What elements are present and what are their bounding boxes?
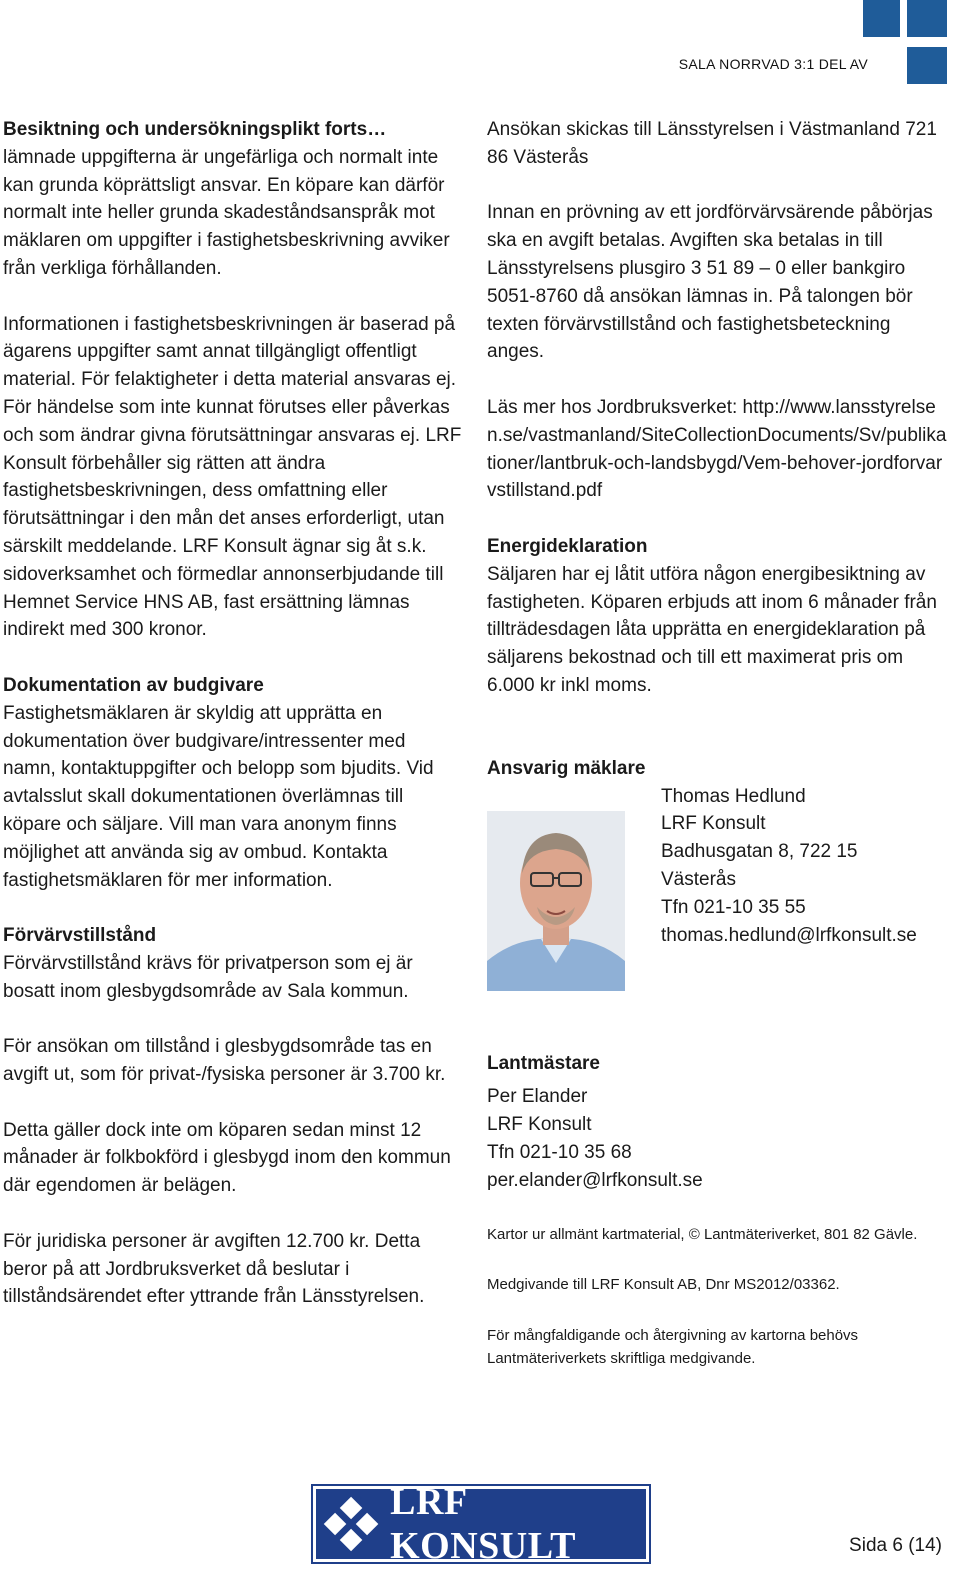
brand-square-3 <box>907 47 947 84</box>
acquisition-heading: Förvärvstillstånd <box>3 925 157 947</box>
energy-heading: Energideklaration <box>487 535 648 557</box>
map-note-2: Medgivande till LRF Konsult AB, Dnr MS2012/03362. <box>487 1276 840 1294</box>
application-address: Ansökan skickas till Länsstyrelsen i Västmanland 721 86 Västerås <box>487 119 937 168</box>
inspection-paragraph-1: lämnade uppgifterna är ungefärliga och normalt inte kan grunda köprättsligt ansvar. En köpare kan därför normalt inte heller grunda skadeståndsanspråk mot mäklaren om uppgifter i fastighetsbeskrivning avviker från verkliga förhållanden. <box>3 146 450 279</box>
right-column <box>487 116 947 1398</box>
broker-card <box>487 783 947 988</box>
broker-address: Badhusgatan 8, 722 15 <box>661 841 858 863</box>
brand-square-2 <box>907 0 947 37</box>
broker-photo <box>487 811 625 991</box>
page-header: SALA NORRVAD 3:1 DEL AV <box>678 56 868 72</box>
surveyor-email[interactable]: per.elander@lrfkonsult.se <box>487 1169 703 1191</box>
map-note-1: Kartor ur allmänt kartmaterial, © Lantmäteriverket, 801 82 Gävle. <box>487 1225 918 1243</box>
broker-company: LRF Konsult <box>661 813 766 835</box>
surveyor-name: Per Elander <box>487 1086 588 1108</box>
acquisition-paragraph-3: Detta gäller dock inte om köparen sedan minst 12 månader är folkbokförd i glesbygd inom den kommun där egendomen är belägen. <box>3 1119 451 1197</box>
acquisition-paragraph-4: För juridiska personer är avgiften 12.700 kr. Detta beror på att Jordbruksverket då beslutar i tillståndsärendet efter yttrande från Länsstyrelsen. <box>3 1230 425 1308</box>
inspection-paragraph-2: Informationen i fastighetsbeskrivningen är baserad på ägarens uppgifter samt annat tillgängligt offentligt material. För felaktigheter i detta material ansvaras ej. För händelse som inte kunnat förutses eller påverkas och som ändrar givna förutsättningar ansvaras ej. LRF Konsult förbehåller sig rätten att ändra fastighetsbeskrivningen, dess omfattning eller förutsättningar i den mån det anses erforderligt, utan särskilt meddelande. LRF Konsult ägnar sig åt s.k. sidoverksamhet och förmedlar annonserbjudande till Hemnet Service HNS AB, fast ersättning lämnas indirekt med 300 kronor. <box>3 313 462 641</box>
surveyor-heading: Lantmästare <box>487 1052 600 1074</box>
inspection-heading: Besiktning och undersökningsplikt forts… <box>3 119 387 140</box>
read-more-link[interactable]: Läs mer hos Jordbruksverket: http://www.lansstyrelsen.se/vastmanland/SiteCollectionDocuments/Sv/publikationer/lantbruk-och-landsbygd/Vem-behover-jordforvarvstillstand.pdf <box>487 396 947 502</box>
energy-paragraph: Säljaren har ej låtit utföra någon energibesiktning av fastigheten. Köparen erbjuds att inom 6 månader från tillträdesdagen låta upprätta en energideklaration på säljarens bekostnad och till ett maximerat pris om 6.000 kr inkl moms. <box>487 563 937 696</box>
logo-text: LRF KONSULT <box>390 1481 576 1567</box>
broker-heading: Ansvarig mäklare <box>487 757 646 779</box>
page-number: Sida 6 (14) <box>849 1535 942 1556</box>
clover-logo-icon <box>320 1491 382 1557</box>
broker-email[interactable]: thomas.hedlund@lrfkonsult.se <box>661 924 917 946</box>
lrf-konsult-logo <box>313 1481 649 1567</box>
surveyor-company: LRF Konsult <box>487 1114 592 1136</box>
bidders-paragraph: Fastighetsmäklaren är skyldig att upprätta en dokumentation över budgivare/intressenter med namn, kontaktuppgifter och belopp som bjudits. Vid avtalsslut skall dokumentationen överlämnas till köpare och säljare. Vill man vara anonym finns möjlighet att använda sig av ombud. Kontakta fastighetsmäklaren för mer information. <box>3 702 434 891</box>
broker-name: Thomas Hedlund <box>661 785 806 807</box>
fee-paragraph: Innan en prövning av ett jordförvärvsärende påbörjas ska en avgift betalas. Avgiften ska betalas in till Länsstyrelsens plusgiro 3 51 89 – 0 eller bankgiro 5051-8760 då ansökan lämnas in. På talongen bör texten förvärvstillstånd och fastighetsbeteckning anges. <box>487 202 933 363</box>
brand-square-1 <box>863 0 900 37</box>
broker-contact <box>661 783 960 950</box>
acquisition-paragraph-1: Förvärvstillstånd krävs för privatperson som ej är bosatt inom glesbygdsområde av Sala kommun. <box>3 952 413 1002</box>
left-column <box>3 116 463 1339</box>
acquisition-paragraph-2: För ansökan om tillstånd i glesbygdsområde tas en avgift ut, som för privat-/fysiska personer är 3.700 kr. <box>3 1036 446 1086</box>
map-note-3: För mångfaldigande och återgivning av kartorna behövs Lantmäteriverkets skriftliga medgivande. <box>487 1327 859 1368</box>
broker-phone: Tfn 021-10 35 55 <box>661 896 806 918</box>
broker-city: Västerås <box>661 868 736 890</box>
surveyor-phone: Tfn 021-10 35 68 <box>487 1141 632 1163</box>
bidders-heading: Dokumentation av budgivare <box>3 674 264 696</box>
